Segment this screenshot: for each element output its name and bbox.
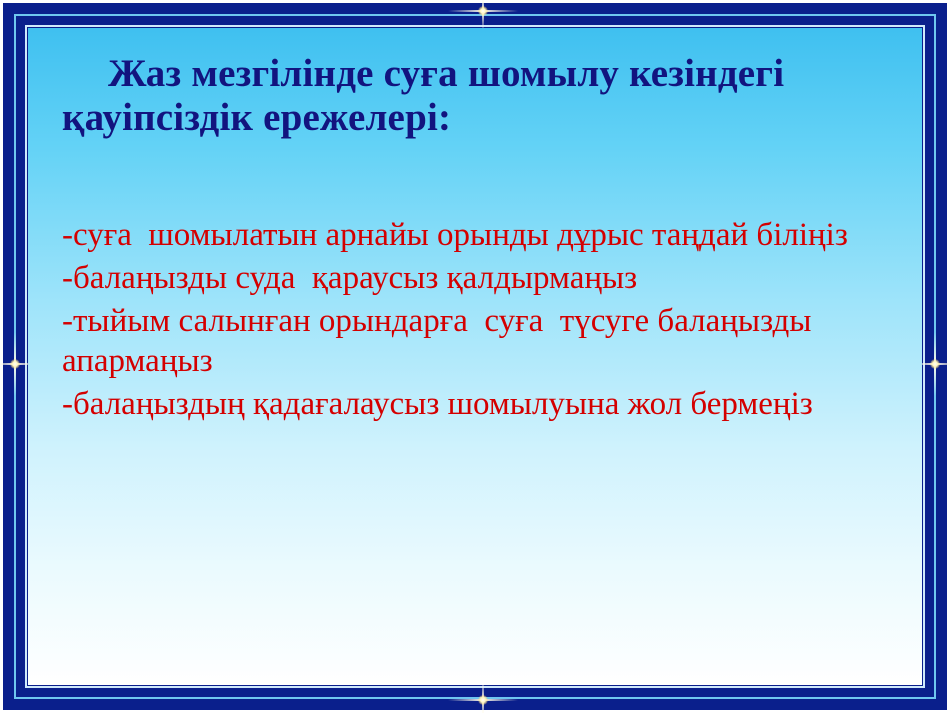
list-item: -балаңызды суда қараусыз қалдырмаңыз	[62, 259, 638, 296]
page-title: Жаз мезгілінде суға шомылу кезіндегі қауіпсіздік ережелері:	[62, 52, 785, 139]
safety-rules-list	[62, 215, 888, 424]
list-item: -суға шомылатын арнайы орынды дұрыс таңдай біліңіз	[62, 217, 848, 254]
list-item: -тыйым салынған орындарға суға түсуге балаңызды апармаңыз	[62, 302, 820, 380]
slide-content	[28, 28, 922, 685]
list-item: -балаңыздың қадағалаусыз шомылуына жол бермеңіз	[62, 385, 813, 422]
